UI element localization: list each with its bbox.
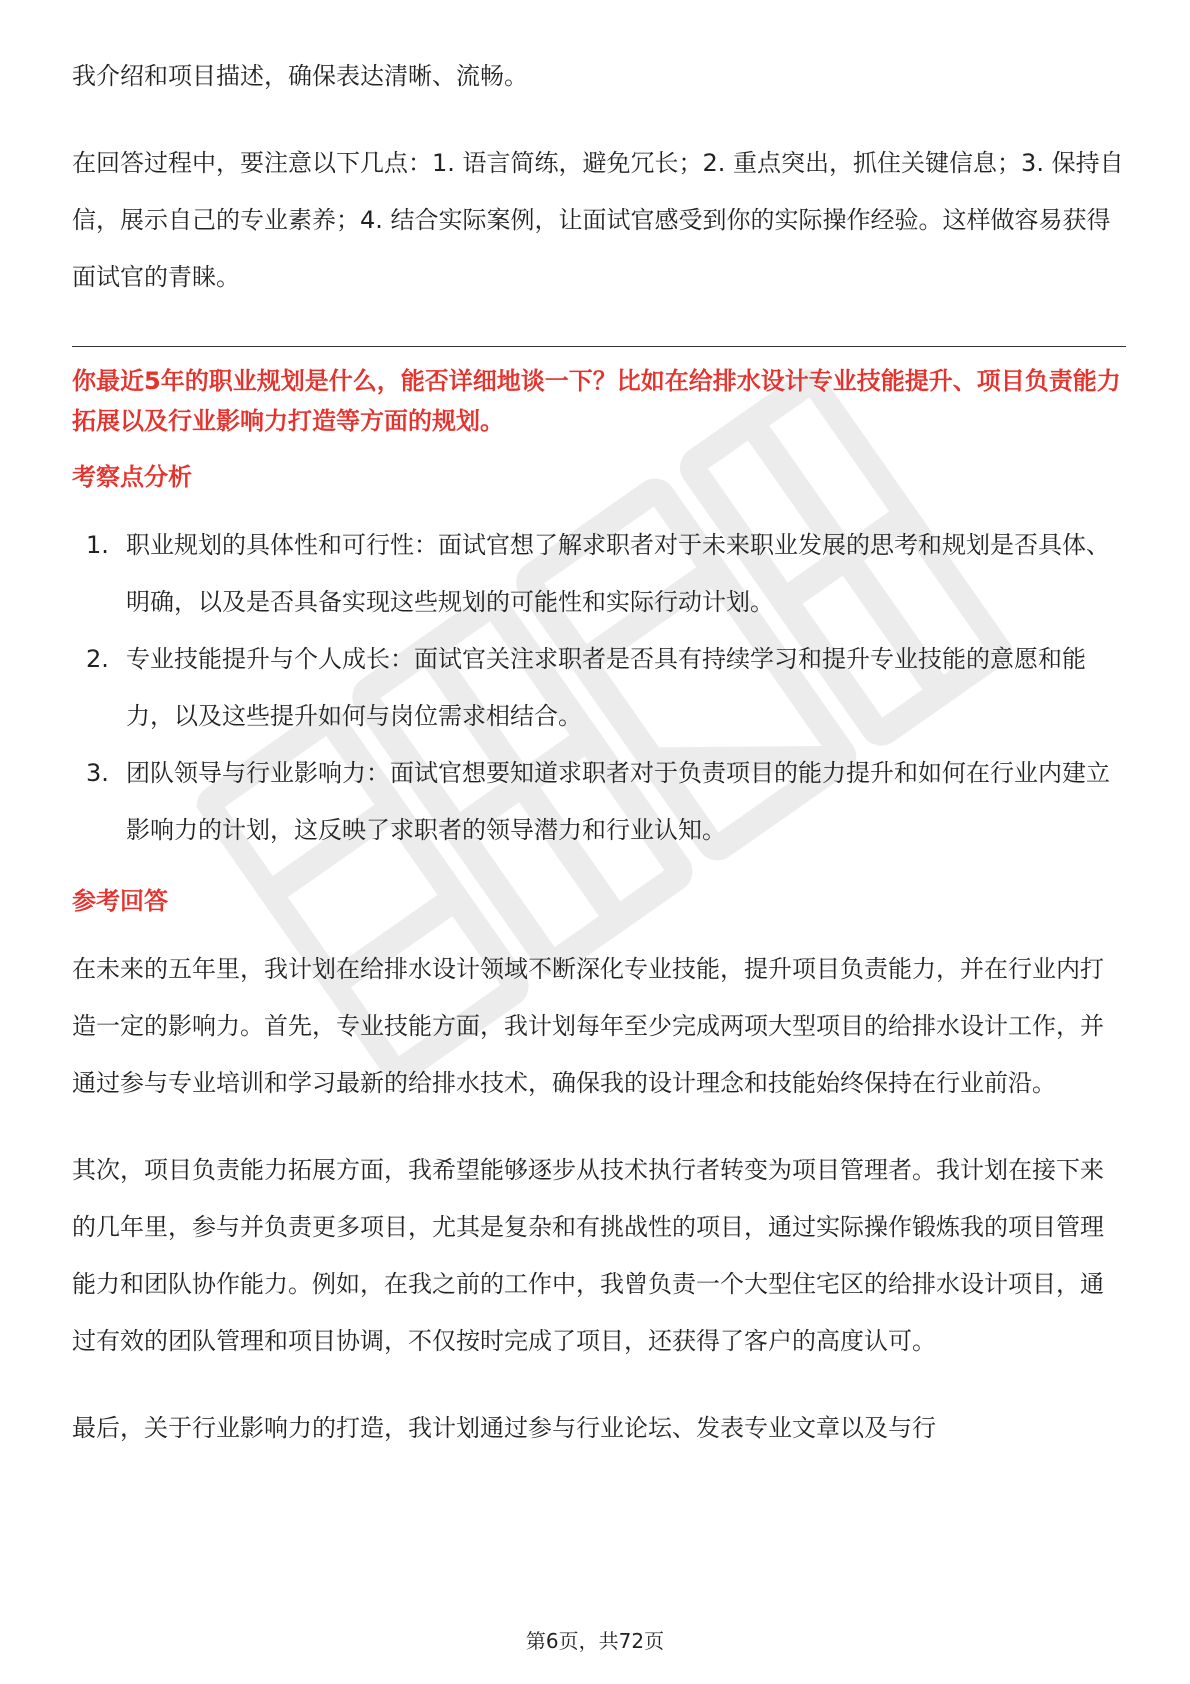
list-item-number: 2. (86, 645, 109, 673)
section-divider (72, 346, 1126, 347)
list-item-text: 团队领导与行业影响力：面试官想要知道求职者对于负责项目的能力提升和如何在行业内建立影响力的计划，这反映了求职者的领导潜力和行业认知。 (126, 759, 1110, 844)
interview-question: 你最近5年的职业规划是什么，能否详细地谈一下？比如在给排水设计专业技能提升、项目负责能力拓展以及行业影响力打造等方面的规划。 (72, 367, 1121, 435)
list-item-text: 专业技能提升与个人成长：面试官关注求职者是否具有持续学习和提升专业技能的意愿和能力，以及这些提升如何与岗位需求相结合。 (126, 645, 1086, 730)
list-item-number: 3. (86, 759, 109, 787)
intro-tail-paragraph: 我介绍和项目描述，确保表达清晰、流畅。 (72, 62, 528, 90)
list-item (72, 631, 1126, 745)
answer-paragraph: 在未来的五年里，我计划在给排水设计领域不断深化专业技能，提升项目负责能力，并在行业内打造一定的影响力。首先，专业技能方面，我计划每年至少完成两项大型项目的给排水设计工作，并通过参与专业培训和学习最新的给排水技术，确保我的设计理念和技能始终保持在行业前沿。 (72, 955, 1104, 1097)
list-item (72, 517, 1126, 631)
answer-heading: 参考回答 (72, 887, 168, 915)
list-item-number: 1. (86, 531, 109, 559)
answer-paragraph: 最后，关于行业影响力的打造，我计划通过参与行业论坛、发表专业文章以及与行 (72, 1414, 936, 1442)
list-item (72, 745, 1126, 859)
list-item-text: 职业规划的具体性和可行性：面试官想了解求职者对于未来职业发展的思考和规划是否具体、明确，以及是否具备实现这些规划的可能性和实际行动计划。 (126, 531, 1110, 616)
analysis-points-list (72, 517, 1126, 859)
tips-paragraph: 在回答过程中，要注意以下几点：1. 语言简练，避免冗长；2. 重点突出，抓住关键信息；3. 保持自信，展示自己的专业素养；4. 结合实际案例，让面试官感受到你的实际操作经验。这样做容易获得面试官的青睐。 (72, 149, 1124, 291)
answer-paragraph: 其次，项目负责能力拓展方面，我希望能够逐步从技术执行者转变为项目管理者。我计划在接下来的几年里，参与并负责更多项目，尤其是复杂和有挑战性的项目，通过实际操作锻炼我的项目管理能力和团队协作能力。例如，在我之前的工作中，我曾负责一个大型住宅区的给排水设计项目，通过有效的团队管理和项目协调，不仅按时完成了项目，还获得了客户的高度认可。 (72, 1156, 1104, 1355)
page-number-footer: 第6页，共72页 (525, 1629, 665, 1653)
analysis-heading: 考察点分析 (72, 463, 192, 491)
page-content (72, 48, 1126, 1457)
